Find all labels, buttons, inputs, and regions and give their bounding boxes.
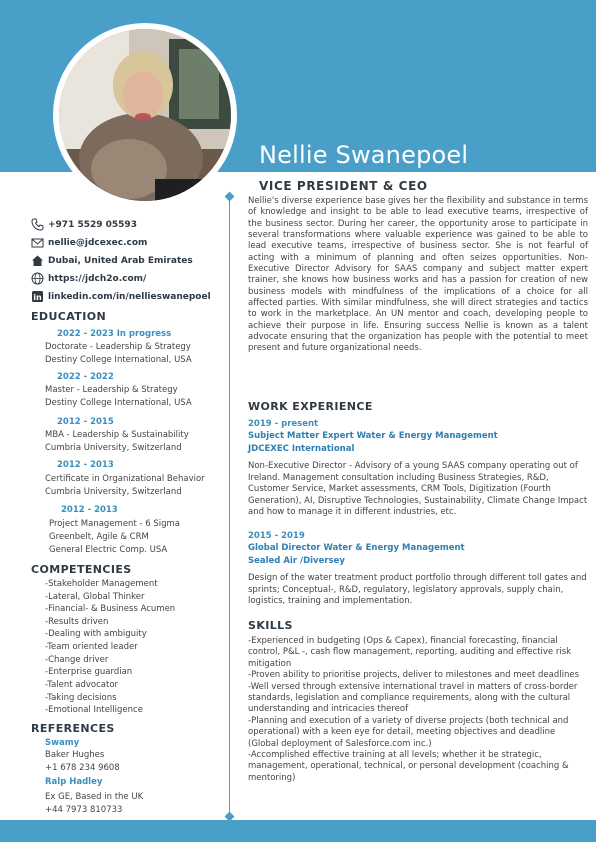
- education-degree: Project Management - 6 Sigma: [49, 519, 180, 529]
- home-icon: [31, 254, 44, 267]
- email-text: nellie@jdcexec.com: [48, 237, 148, 248]
- job-description: Design of the water treatment product portfolio through different toll gates and sprints; Conceptual-, R&D, regulatory, legislatory approvals, supply chain, logistics, training and implementation.: [248, 573, 587, 606]
- competency-item: -Enterprise guardian: [45, 667, 133, 677]
- education-degree: MBA - Leadership & Sustainability: [45, 430, 189, 440]
- education-school: Cumbria University, Switzerland: [45, 487, 182, 497]
- linkedin-text: linkedin.com/in/nellieswanepoel: [48, 291, 211, 302]
- website-text: https://jdch2o.com/: [48, 273, 147, 284]
- education-school: Destiny College International, USA: [45, 398, 192, 408]
- competency-item: -Talent advocator: [45, 680, 119, 690]
- education-school: Destiny College International, USA: [45, 355, 192, 365]
- skills-heading: SKILLS: [248, 619, 293, 632]
- reference-name: Swamy: [45, 738, 80, 748]
- column-divider: [229, 196, 230, 820]
- job-company: JDCEXEC International: [248, 444, 355, 454]
- competency-item: -Lateral, Global Thinker: [45, 592, 145, 602]
- contact-email[interactable]: [31, 236, 147, 249]
- competency-item: -Results driven: [45, 617, 109, 627]
- contact-phone[interactable]: [31, 218, 137, 231]
- competencies-heading: COMPETENCIES: [31, 563, 132, 576]
- location-text: Dubai, United Arab Emirates: [48, 255, 193, 266]
- education-degree: Certificate in Organizational Behavior: [45, 474, 205, 484]
- svg-text:in: in: [33, 293, 42, 302]
- education-date: 2012 - 2013: [57, 460, 114, 470]
- reference-phone: +44 7973 810733: [45, 805, 123, 815]
- education-date: 2022 - 2022: [57, 372, 114, 382]
- reference-name: Ralp Hadley: [45, 777, 103, 787]
- phone-icon: [31, 218, 44, 231]
- reference-company: Ex GE, Based in the UK: [45, 792, 144, 802]
- competency-item: -Stakeholder Management: [45, 579, 158, 589]
- competency-item: -Financial- & Business Acumen: [45, 604, 176, 614]
- phone-text: +971 5529 05593: [48, 219, 137, 230]
- divider-diamond-top: [225, 192, 235, 202]
- contact-location: [31, 254, 193, 267]
- job-date: 2019 - present: [248, 419, 319, 429]
- references-heading: REFERENCES: [31, 722, 115, 735]
- email-icon: [31, 236, 44, 249]
- competency-item: -Team oriented leader: [45, 642, 138, 652]
- job-role: Subject Matter Expert Water & Energy Management: [248, 431, 498, 441]
- person-name: Nellie Swanepoel: [259, 141, 469, 169]
- education-degree: Master - Leadership & Strategy: [45, 385, 178, 395]
- education-heading: EDUCATION: [31, 310, 107, 323]
- competency-item: -Change driver: [45, 655, 109, 665]
- education-school: Cumbria University, Switzerland: [45, 443, 182, 453]
- education-detail: Greenbelt, Agile & CRM: [49, 532, 149, 542]
- profile-photo: [59, 29, 231, 201]
- footer-band: [0, 820, 596, 842]
- linkedin-icon: [31, 290, 44, 303]
- skills-list: -Experienced in budgeting (Ops & Capex), financial forecasting, financial control, P&L -, cash flow management, reporting, auditing and effective risk mitigation -Proven ability to prioritise projects, deliver to milestones and meet deadlines -Well versed through extensive international travel in matters of cross-border standards, legislation and compliance requirements, along with the cultural understanding and intricacies thereof -Planning and execution of a variety of diverse projects (both technical and operational) with a keen eye for detail, meeting objectives and deadline (Global deployment of Salesforce.com inc.) -Accomplished effective training at all levels; whether it be strategic, management, operational, technical, or personal development (coaching & mentoring): [248, 636, 580, 783]
- profile-summary: Nellie's diverse experience base gives her the flexibility and substance in terms of knowledge and insight to be able to lead executive teams, irrespective of the business sector. During her career, the opportunity arose to participate in several transformations where valuable experience was gained to be able to lead executive teams, irrespective of business sector. She is not fearful of acting with a minimum of planning and often seizes opportunities. Non-Executive Director Advisory for SAAS company and subject matter expert trainer, she knows how business works and has a passion for creation of new business models with mindfulness of the implications of a choice for all affected parties. With similar mindfulness, she will direct strategies and tactics to work in the marketplace. An UN mentor and coach, developing people to achieve their purpose in life. Ensuring success Nellie is known as a talent advocate ensuring that the organization has people with the potential to meet present and future organizational needs.: [248, 196, 588, 354]
- education-date: 2022 - 2023 In progress: [57, 329, 172, 339]
- contact-linkedin[interactable]: [31, 290, 211, 303]
- reference-phone: +1 678 234 9608: [45, 763, 120, 773]
- education-date: 2012 - 2013: [61, 505, 118, 515]
- job-role: Global Director Water & Energy Management: [248, 543, 465, 553]
- reference-company: Baker Hughes: [45, 750, 105, 760]
- competency-item: -Dealing with ambiguity: [45, 629, 147, 639]
- education-degree: Doctorate - Leadership & Strategy: [45, 342, 191, 352]
- job-company: Sealed Air /Diversey: [248, 556, 345, 566]
- job-description: Non-Executive Director - Advisory of a young SAAS company operating out of Ireland. Management consultation including Business Strategies, R&D, Customer Service, Market assessments, CRM Tools, Digitization (Fourth Generation), AI, Disruptive Technologies, Sustainability, Climate Change Impact and how to manage it in different industries, etc.: [248, 461, 588, 517]
- job-date: 2015 - 2019: [248, 531, 305, 541]
- education-school: General Electric Comp. USA: [49, 545, 168, 555]
- work-experience-heading: WORK EXPERIENCE: [248, 400, 373, 413]
- competency-item: -Emotional Intelligence: [45, 705, 143, 715]
- contact-website[interactable]: [31, 272, 146, 285]
- competency-item: -Taking decisions: [45, 693, 117, 703]
- education-date: 2012 - 2015: [57, 417, 114, 427]
- job-title: VICE PRESIDENT & CEO: [259, 179, 428, 193]
- globe-icon: [31, 272, 44, 285]
